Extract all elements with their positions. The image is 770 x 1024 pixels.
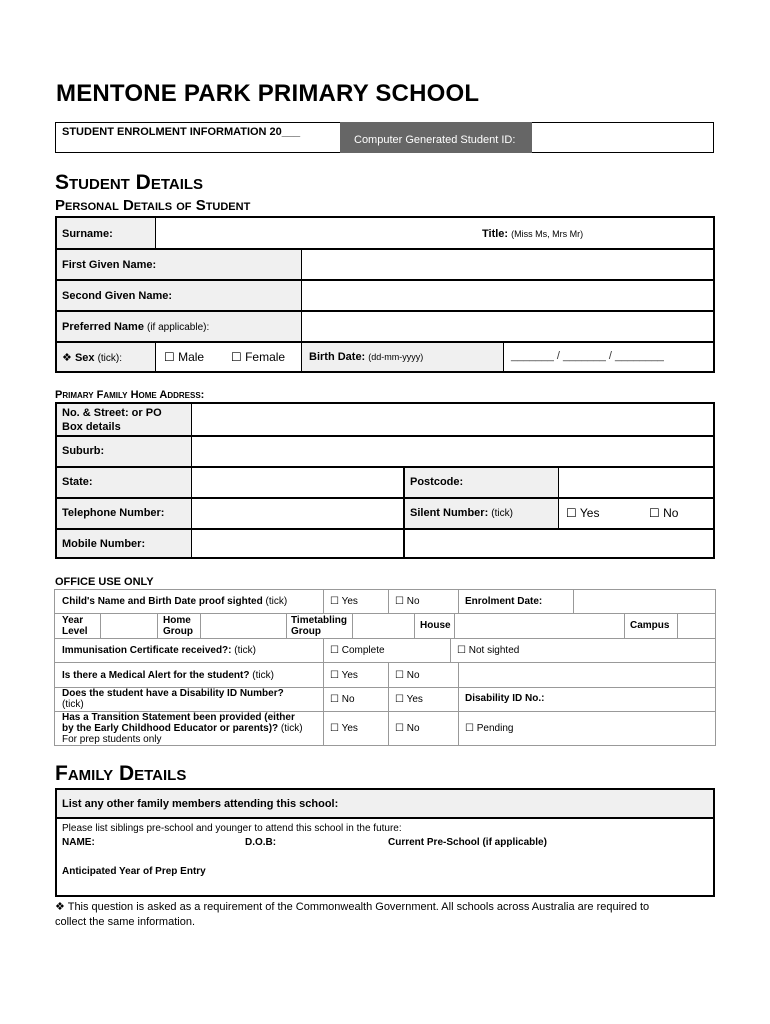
preferred-name-hint: (if applicable):	[147, 322, 210, 333]
immunisation-label: Immunisation Certificate received?:	[62, 645, 232, 656]
home-group-line2: Group	[163, 626, 193, 637]
student-details-heading: Student Details	[55, 171, 204, 194]
silent-label: Silent Number:	[410, 507, 489, 519]
transition-line3: For prep students only	[62, 734, 162, 745]
transition-no-checkbox[interactable]: ☐ No	[395, 723, 420, 734]
female-checkbox[interactable]: ☐ Female	[231, 350, 286, 364]
home-group-line1: Home	[163, 615, 191, 626]
medical-yes-checkbox[interactable]: ☐ Yes	[330, 670, 358, 681]
silent-no-checkbox[interactable]: ☐ No	[649, 506, 679, 520]
year-level-label	[62, 615, 88, 637]
sibling-dob-label: D.O.B:	[245, 837, 277, 848]
siblings-instruction: Please list siblings pre-school and younger to attend this school in the future:	[62, 823, 402, 834]
disability-line1: Does the student have a Disability ID Number?	[62, 688, 284, 699]
title-label: Title:	[482, 228, 509, 240]
school-title: MENTONE PARK PRIMARY SCHOOL	[56, 80, 480, 107]
first-name-input[interactable]	[304, 251, 712, 277]
disability-id-label: Disability ID No.:	[465, 693, 545, 704]
transition-label	[62, 712, 303, 745]
transition-hint: (tick)	[280, 723, 303, 734]
prep-year-label: Anticipated Year of Prep Entry	[62, 866, 206, 877]
year-level-line2: Level	[62, 626, 88, 637]
birth-date-label: Birth Date:	[309, 351, 366, 363]
sex-label: Sex	[74, 352, 95, 364]
sibling-preschool-label: Current Pre-School (if applicable)	[388, 837, 547, 848]
timetabling-line1: Timetabling	[291, 615, 347, 626]
proof-yes-checkbox[interactable]: ☐ Yes	[330, 596, 358, 607]
disability-label	[62, 688, 284, 710]
male-checkbox[interactable]: ☐ Male	[164, 350, 205, 364]
footnote-line1: ❖ This question is asked as a requirement of the Commonwealth Government. All schools across Australia are required to	[55, 901, 650, 913]
transition-pending-checkbox[interactable]: ☐ Pending	[465, 723, 514, 734]
sex-hint: (tick):	[97, 353, 123, 364]
preferred-name-label: Preferred Name	[62, 321, 144, 333]
street-label-line1: No. & Street: or PO	[62, 407, 162, 419]
year-level-line1: Year	[62, 615, 84, 626]
proof-no-checkbox[interactable]: ☐ No	[395, 596, 420, 607]
sibling-name-label: NAME:	[62, 837, 95, 848]
mobile-input[interactable]	[194, 531, 400, 556]
transition-yes-checkbox[interactable]: ☐ Yes	[330, 723, 358, 734]
transition-line2: by the Early Childhood Educator or parents)?	[62, 723, 279, 734]
postcode-input[interactable]	[561, 469, 712, 495]
disability-line2: (tick)	[62, 699, 84, 710]
birth-date-label-group	[309, 351, 423, 363]
medical-hint: (tick)	[252, 670, 274, 681]
student-id-label: Computer Generated Student ID:	[354, 134, 516, 146]
second-name-label: Second Given Name:	[62, 290, 173, 302]
disability-no-checkbox[interactable]: ☐ No	[330, 694, 355, 705]
street-label-line2: Box details	[62, 421, 121, 433]
preferred-name-label-group	[62, 321, 209, 333]
immunisation-hint: (tick)	[234, 645, 256, 656]
birth-date-input[interactable]: _______ / _______ / ________	[511, 350, 664, 362]
campus-label: Campus	[630, 620, 670, 631]
enrolment-date-input[interactable]	[576, 591, 712, 611]
footnote-line2: collect the same information.	[55, 916, 196, 928]
postcode-label: Postcode:	[410, 476, 464, 488]
immunisation-not-sighted-checkbox[interactable]: ☐ Not sighted	[457, 645, 520, 656]
family-details-heading: Family Details	[55, 762, 187, 785]
proof-label-group	[62, 596, 287, 607]
address-heading: Primary Family Home Address:	[55, 389, 205, 401]
title-label-group	[482, 228, 583, 240]
title-hint: (Miss Ms, Mrs Mr)	[511, 229, 584, 239]
silent-hint: (tick)	[491, 508, 513, 519]
suburb-input[interactable]	[194, 438, 712, 464]
surname-label: Surname:	[62, 228, 113, 240]
diamond-icon: ❖	[62, 352, 72, 364]
street-input[interactable]	[194, 406, 712, 433]
suburb-label: Suburb:	[62, 445, 105, 457]
personal-details-heading: Personal Details of Student	[55, 197, 251, 214]
second-name-input[interactable]	[304, 282, 712, 308]
immunisation-complete-checkbox[interactable]: ☐ Complete	[330, 645, 385, 656]
medical-no-checkbox[interactable]: ☐ No	[395, 670, 420, 681]
silent-label-group	[410, 507, 513, 519]
state-input[interactable]	[194, 469, 400, 495]
disability-yes-checkbox[interactable]: ☐ Yes	[395, 694, 423, 705]
proof-label: Child's Name and Birth Date proof sighted	[62, 596, 263, 607]
footnote	[55, 900, 649, 930]
enrolment-date-label: Enrolment Date:	[465, 596, 543, 607]
mobile-label: Mobile Number:	[62, 538, 146, 550]
state-label: State:	[62, 476, 93, 488]
enrolment-info-label: STUDENT ENROLMENT INFORMATION 20___	[62, 126, 301, 138]
family-members-label: List any other family members attending this school:	[62, 798, 339, 810]
sex-label-group	[62, 351, 122, 364]
timetabling-group-label	[291, 615, 347, 637]
first-name-label: First Given Name:	[62, 259, 157, 271]
office-use-heading: OFFICE USE ONLY	[55, 576, 154, 588]
house-label: House	[420, 620, 451, 631]
transition-line1: Has a Transition Statement been provided (either	[62, 712, 295, 723]
silent-yes-checkbox[interactable]: ☐ Yes	[566, 506, 600, 520]
telephone-label: Telephone Number:	[62, 507, 165, 519]
surname-input[interactable]	[158, 220, 478, 246]
birth-date-hint: (dd-mm-yyyy)	[368, 352, 424, 362]
timetabling-line2: Group	[291, 626, 321, 637]
medical-label-group	[62, 670, 274, 681]
medical-label: Is there a Medical Alert for the student?	[62, 670, 250, 681]
preferred-name-input[interactable]	[304, 313, 712, 339]
home-group-label	[163, 615, 193, 637]
telephone-input[interactable]	[194, 500, 400, 526]
proof-hint: (tick)	[265, 596, 288, 607]
street-label	[62, 406, 162, 434]
student-id-field[interactable]	[532, 122, 714, 153]
immunisation-label-group	[62, 645, 256, 656]
